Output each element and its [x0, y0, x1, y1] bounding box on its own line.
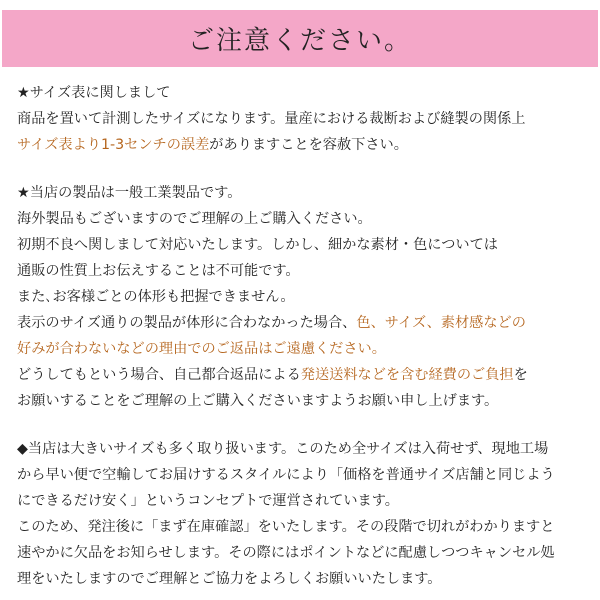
- notice-line: [17, 462, 597, 488]
- notice-text: 理をいたしますのでご理解とご協力をよろしくお願いいたします。: [17, 571, 442, 587]
- notice-banner: [2, 10, 598, 67]
- notice-text: にできるだけ安く」というコンセプトで運営されています。: [17, 493, 399, 509]
- notice-text: 表示のサイズ通りの製品が体形に合わなかった場合、: [17, 315, 357, 331]
- notice-section: [17, 80, 597, 158]
- notice-text: このため、発注後に「まず在庫確認」をいたします。その段階で切れがわかりますと: [17, 519, 555, 535]
- notice-body: [17, 80, 597, 592]
- notice-text: ★サイズ表に関しまして: [17, 85, 171, 101]
- notice-text: ★当店の製品は一般工業製品です。: [17, 185, 242, 201]
- notice-text: どうしてもという場合、自己都合返品による: [17, 367, 301, 383]
- notice-line: [17, 540, 597, 566]
- notice-line: [17, 80, 597, 106]
- notice-section: [17, 180, 597, 414]
- notice-text: 商品を置いて計測したサイズになります。量産における裁断および縫製の関係上: [17, 111, 526, 127]
- notice-line: [17, 232, 597, 258]
- notice-line: [17, 388, 597, 414]
- highlighted-text: 色、サイズ、素材感などの: [356, 315, 526, 331]
- notice-line: [17, 488, 597, 514]
- notice-line: [17, 566, 597, 592]
- notice-line: [17, 258, 597, 284]
- notice-text: を: [513, 367, 528, 383]
- notice-text: 初期不良へ関しまして対応いたします。しかし、細かな素材・色については: [17, 237, 498, 253]
- notice-line: [17, 436, 597, 462]
- section-gap: [17, 158, 597, 180]
- notice-text: また､お客様ごとの体形も把握できません。: [17, 289, 295, 305]
- notice-text: ◆当店は大きいサイズも多く取り扱います。このため全サイズは入荷せず、現地工場: [17, 441, 549, 457]
- notice-line: [17, 514, 597, 540]
- highlighted-text: サイズ表より1-3センチの誤差: [17, 137, 210, 153]
- notice-text: がありますことを容赦下さい。: [209, 137, 408, 153]
- notice-text: から早い便で空輸してお届けするスタイルにより「価格を普通サイズ店舗と同じよう: [17, 467, 555, 483]
- notice-text: 通販の性質上お伝えすることは不可能です。: [17, 263, 300, 279]
- notice-line: [17, 106, 597, 132]
- notice-line: [17, 284, 597, 310]
- banner-title: ご注意ください。: [187, 26, 412, 56]
- highlighted-text: 発送送料などを含む経費のご負担: [300, 367, 514, 383]
- notice-line: [17, 206, 597, 232]
- notice-line: [17, 132, 597, 158]
- notice-text: お願いすることをご理解の上ご購入くださいますようお願い申し上げます。: [17, 393, 499, 409]
- notice-text: 速やかに欠品をお知らせします。その際にはポイントなどに配慮しつつキャンセル処: [17, 545, 555, 561]
- notice-text: 海外製品もございますのでご理解の上ご購入ください。: [17, 211, 372, 227]
- section-gap: [17, 414, 597, 436]
- notice-line: [17, 180, 597, 206]
- notice-section: [17, 436, 597, 592]
- highlighted-text: 好みが合わないなどの理由でのご返品はご遠慮ください。: [17, 341, 386, 357]
- notice-line: [17, 310, 597, 336]
- notice-line: [17, 336, 597, 362]
- notice-line: [17, 362, 597, 388]
